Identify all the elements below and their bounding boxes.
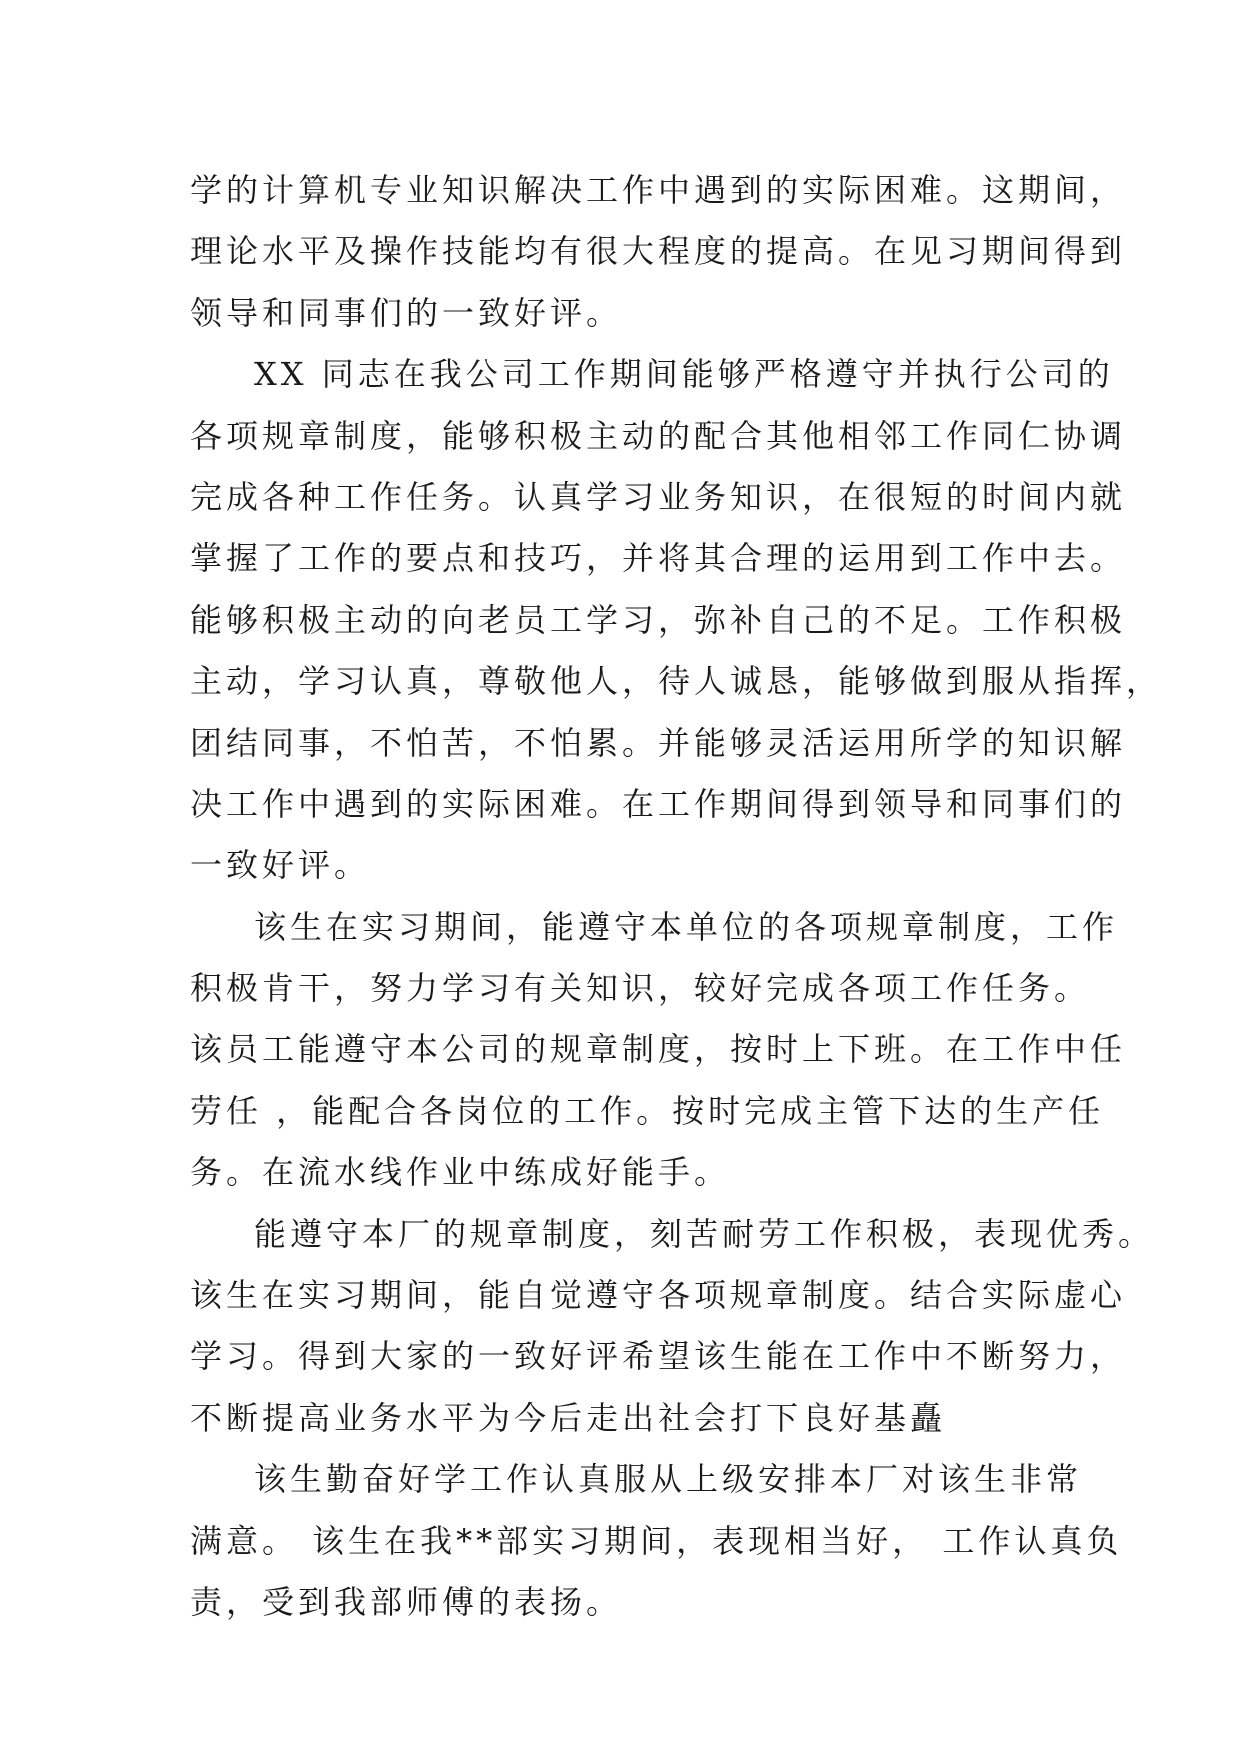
text-line: 该员工能遵守本公司的规章制度，按时上下班。在工作中任 (190, 1030, 1127, 1069)
text-line: 劳任 ，能配合各岗位的工作。按时完成主管下达的生产任 (190, 1091, 1105, 1130)
text-line: 各项规章制度，能够积极主动的配合其他相邻工作同仁协调 (190, 416, 1127, 455)
paragraph-first-line: 该生在实习期间，能遵守本单位的各项规章制度，工作 (254, 907, 1119, 946)
text-line: 一致好评。 (190, 846, 371, 885)
text-line: 该生在实习期间，能自觉遵守各项规章制度。结合实际虚心 (190, 1276, 1127, 1315)
text-line: 积极肯干，努力学习有关知识，较好完成各项工作任务。 (190, 969, 1091, 1008)
text-line: 领导和同事们的一致好评。 (190, 293, 623, 332)
text-line: 团结同事，不怕苦，不怕累。并能够灵活运用所学的知识解 (190, 723, 1127, 762)
paragraph-first-line: XX 同志在我公司工作期间能够严格遵守并执行公司的 (254, 355, 1114, 394)
text-line: 满意。 该生在我**部实习期间，表现相当好， 工作认真负 (190, 1521, 1123, 1560)
document-body (190, 160, 1163, 1633)
text-line: 不断提高业务水平为今后走出社会打下良好基矗 (190, 1398, 947, 1437)
paragraph-first-line: 能遵守本厂的规章制度，刻苦耐劳工作积极，表现优秀。 (254, 1214, 1155, 1253)
text-line: 学的计算机专业知识解决工作中遇到的实际困难。这期间， (190, 171, 1127, 209)
text-line: 责，受到我部师傅的表扬。 (190, 1582, 623, 1621)
text-line: 学习。得到大家的一致好评希望该生能在工作中不断努力， (190, 1337, 1127, 1376)
text-line: 掌握了工作的要点和技巧，并将其合理的运用到工作中去。 (190, 539, 1127, 578)
text-line: 主动，学习认真，尊敬他人，待人诚恳，能够做到服从指挥， (190, 662, 1163, 701)
text-line: 理论水平及操作技能均有很大程度的提高。在见习期间得到 (190, 232, 1127, 271)
paragraph-first-line: 该生勤奋好学工作认真服从上级安排本厂对该生非常 (254, 1460, 1083, 1499)
text-line: 能够积极主动的向老员工学习，弥补自己的不足。工作积极 (190, 600, 1127, 639)
text-line: 完成各种工作任务。认真学习业务知识，在很短的时间内就 (190, 477, 1127, 516)
text-line: 决工作中遇到的实际困难。在工作期间得到领导和同事们的 (190, 784, 1127, 823)
text-line: 务。在流水线作业中练成好能手。 (190, 1153, 731, 1192)
